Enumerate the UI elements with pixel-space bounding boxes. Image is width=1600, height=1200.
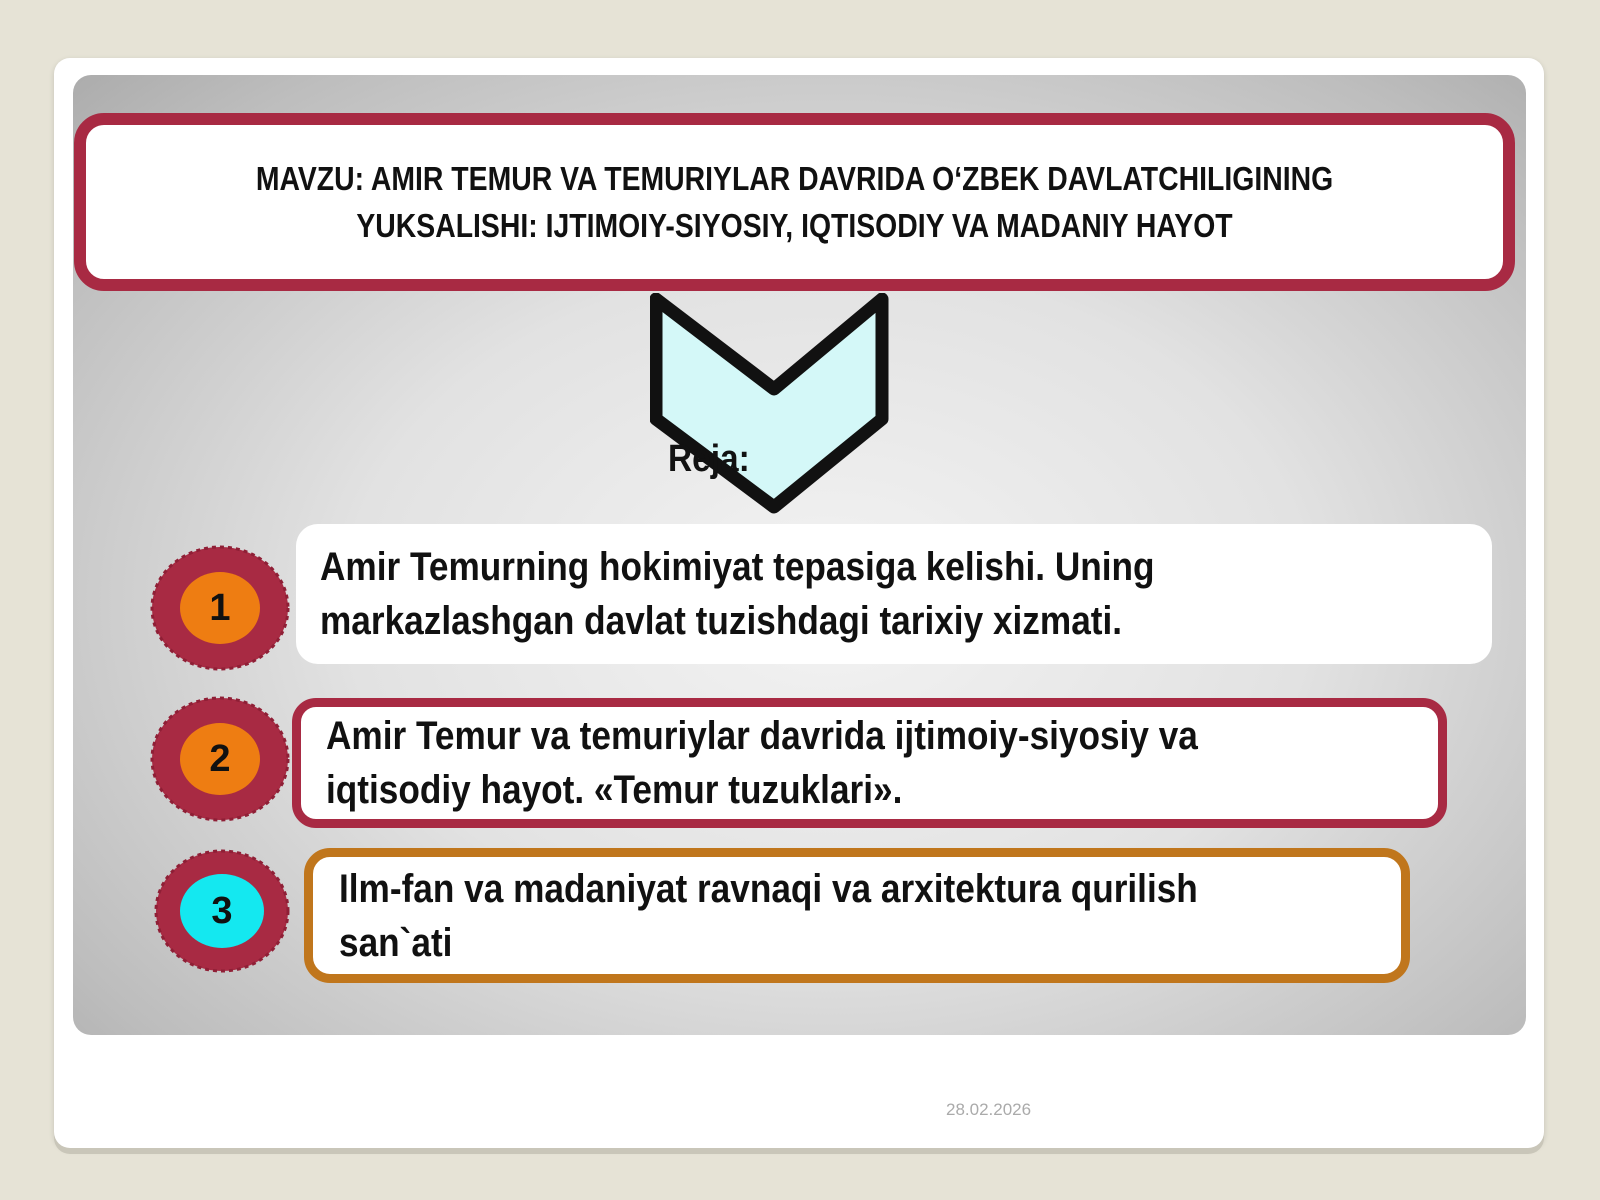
plan-item-2 [292, 698, 1447, 828]
plan-item-3 [304, 848, 1410, 983]
number-badge-3 [152, 848, 292, 974]
slide-title: MAVZU: AMIR TEMUR VA TEMURIYLAR DAVRIDA O‘ZBEK DAVLATCHILIGINING YUKSALISHI: IJTIMOIY-SIYOSIY, IQTISODIY VA MADANIY HAYOT [255, 160, 1334, 244]
plan-item-1 [296, 524, 1492, 664]
plan-item-text: Ilm-fan va madaniyat ravnaqi va arxitektura qurilish san`ati [339, 866, 1198, 965]
plan-item-text: Amir Temurning hokimiyat tepasiga kelishi. Uning markazlashgan davlat tuzishdagi tarixiy xizmati. [320, 545, 1155, 643]
number-badge-2 [150, 696, 290, 822]
plan-label: Reja: [668, 438, 750, 480]
badge-number: 3 [211, 889, 233, 932]
badge-number: 2 [209, 737, 231, 780]
plan-item-text: Amir Temur va temuriylar davrida ijtimoiy-siyosiy va iqtisodiy hayot. «Temur tuzuklari». [326, 714, 1198, 812]
badge-number: 1 [209, 586, 231, 629]
title-box [74, 113, 1515, 291]
chevron-down-icon [650, 293, 902, 523]
number-badge-1 [150, 545, 290, 671]
footer-date: 28.02.2026 [946, 1100, 1032, 1119]
